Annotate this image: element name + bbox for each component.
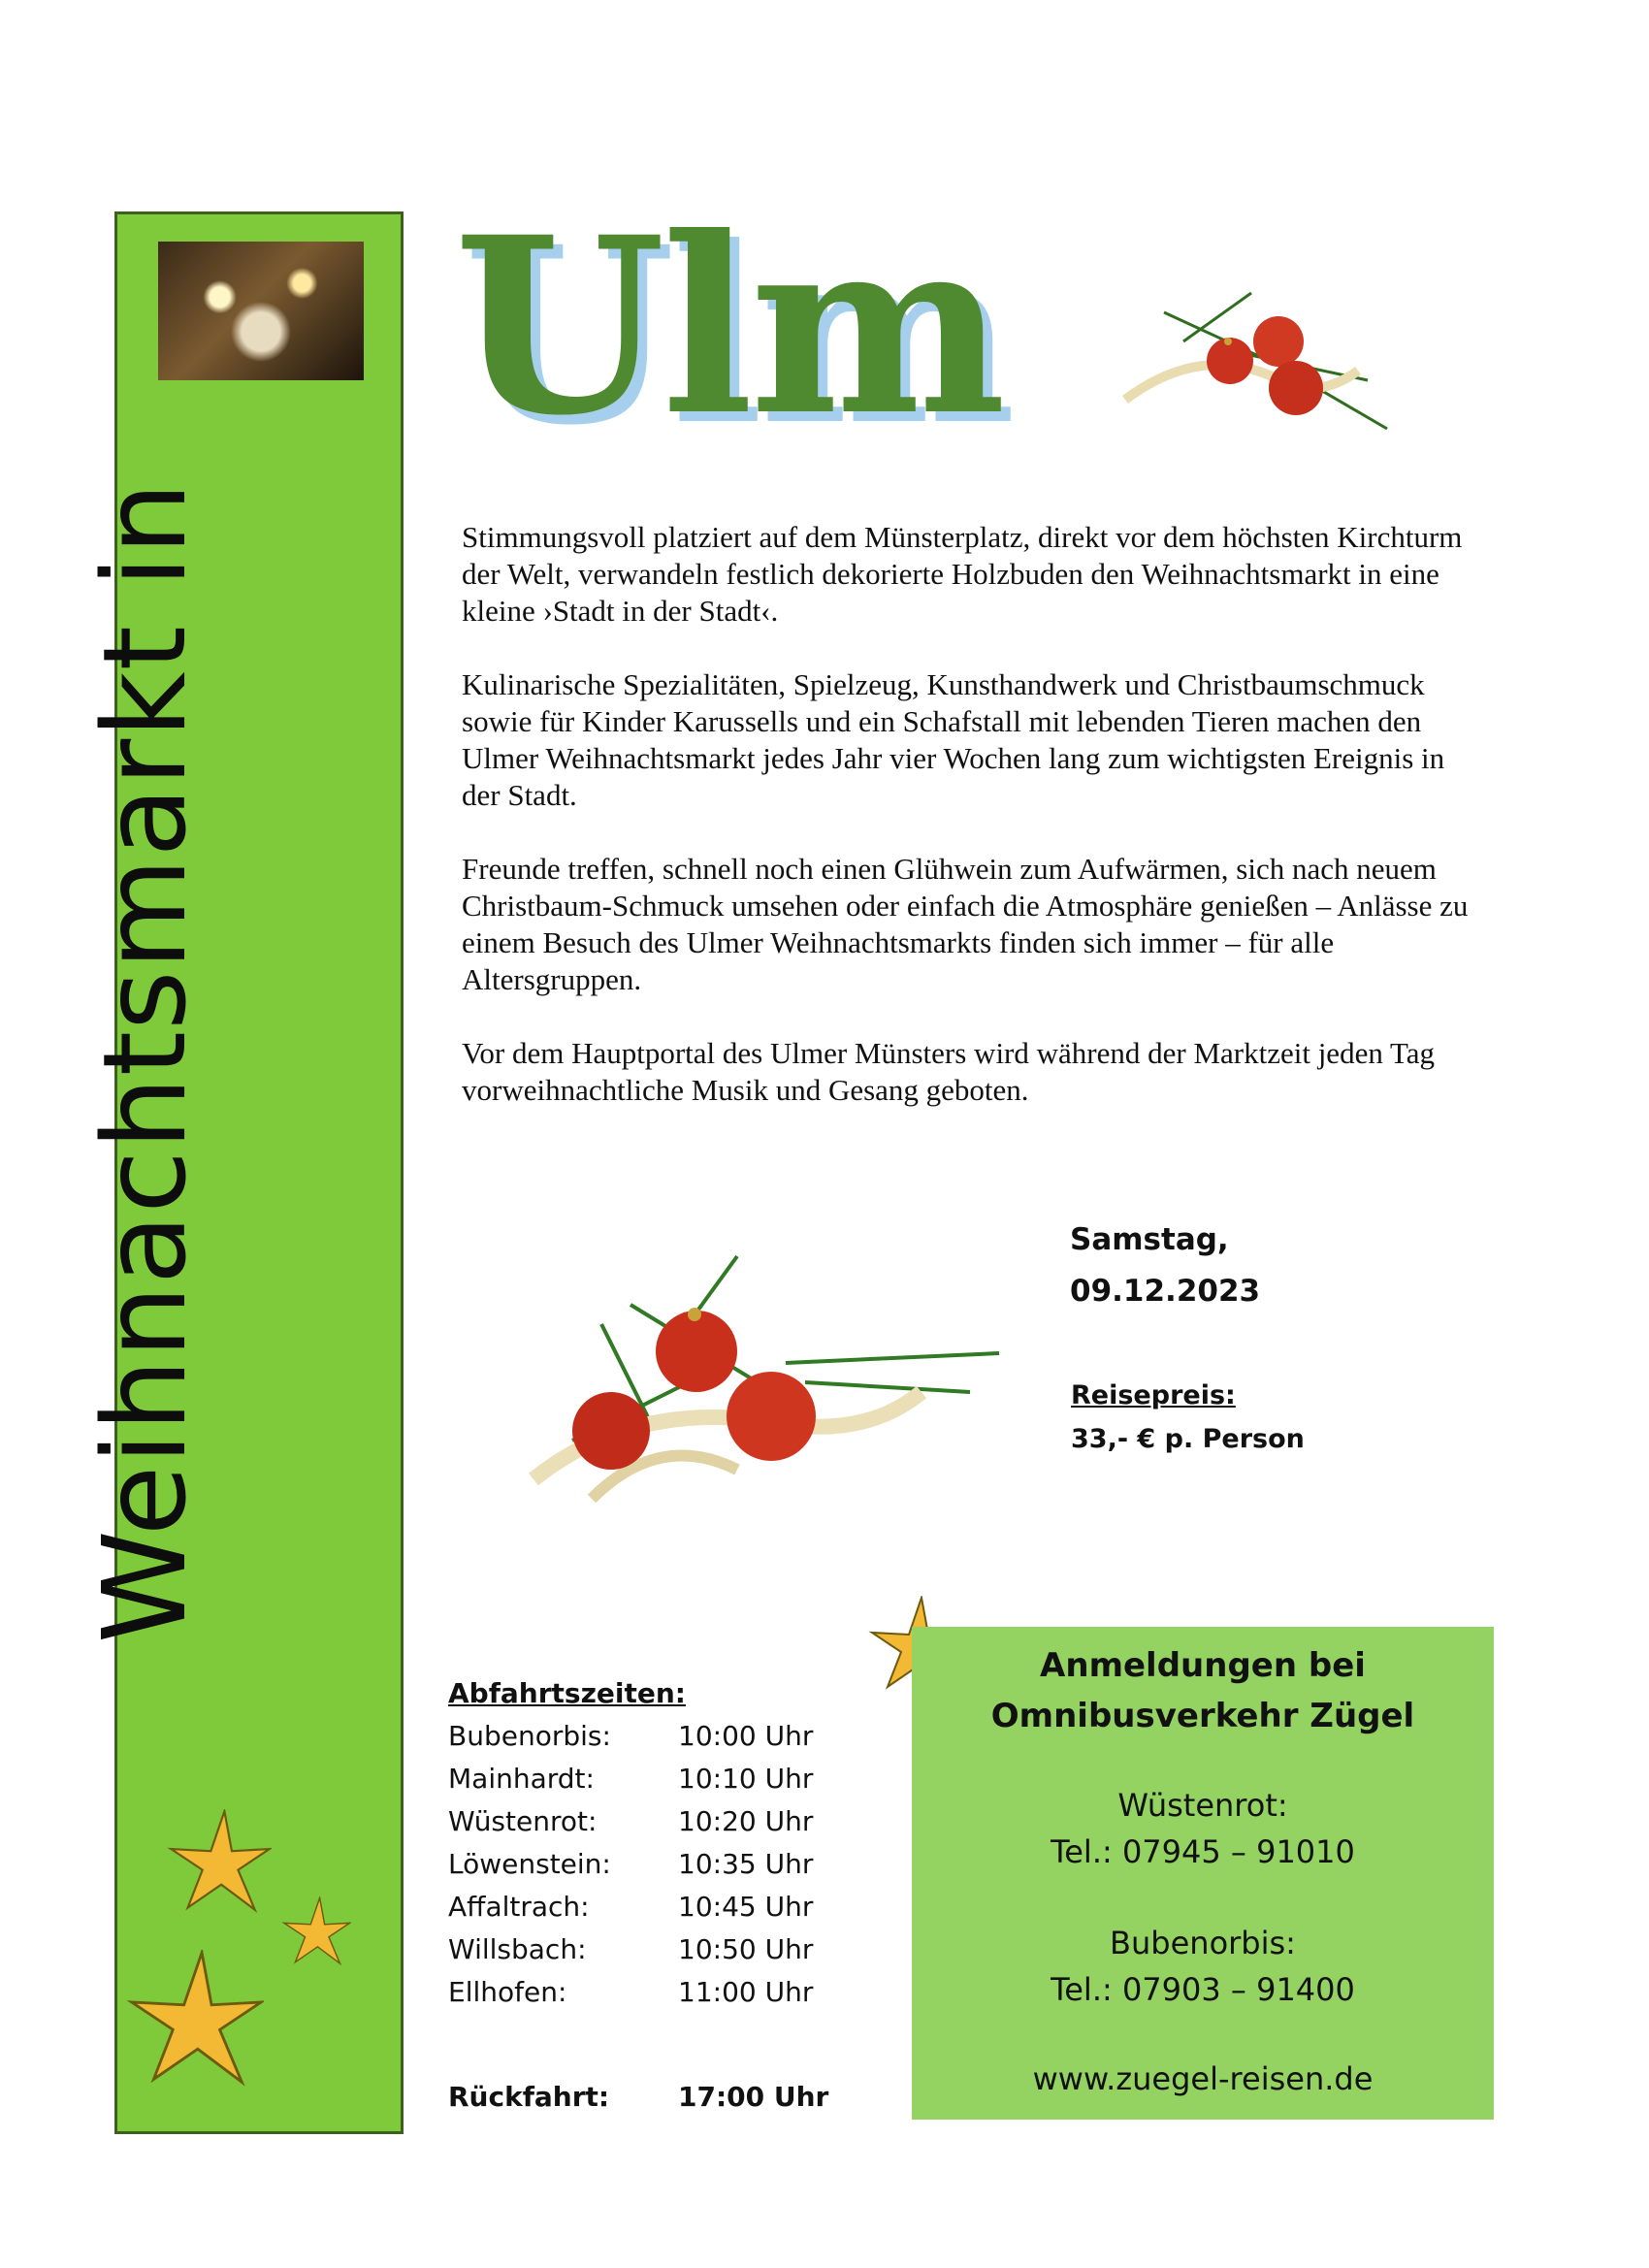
- departure-place: Wüstenrot:: [448, 1805, 598, 1837]
- description-paragraph: Kulinarische Spezialitäten, Spielzeug, Kunsthandwerk und Christbaumschmuck sowie für Kinder Karussells und ein Schafstall mit lebenden Tieren machen den Ulmer Weihnachtsmarkt jedes Jahr vier Wochen lang zum wichtigsten Ereignis in der Stadt.: [462, 667, 1445, 812]
- office-wuestenrot-name: Wüstenrot:: [1117, 1787, 1288, 1824]
- city-title: Ulm: [454, 183, 1003, 469]
- description-paragraph: Stimmungsvoll platziert auf dem Münsterplatz, direkt vor dem höchsten Kirchturm der Welt, verwandeln festlich dekorierte Holzbuden den Weihnachtsmarkt in eine kleine ›Stadt in der Stadt‹.: [462, 520, 1463, 628]
- departure-times: [448, 1672, 833, 2014]
- trip-day: Samstag,: [1070, 1222, 1229, 1257]
- departure-row: [448, 1886, 833, 1928]
- departure-row: [448, 1843, 833, 1886]
- description-paragraph: Vor dem Hauptportal des Ulmer Münsters wird während der Marktzeit jeden Tag vorweihnachtliche Musik und Gesang geboten.: [462, 1036, 1436, 1107]
- departure-time: 10:45 Uhr: [678, 1891, 814, 1923]
- departure-place: Willsbach:: [448, 1933, 587, 1965]
- description: [462, 519, 1490, 1146]
- star-icon: [281, 1896, 351, 1966]
- departure-row: [448, 1971, 833, 2014]
- booking-title-line1: Anmeldungen bei: [1040, 1646, 1366, 1685]
- departure-row: [448, 1800, 833, 1843]
- star-icon: [167, 1809, 272, 1914]
- departure-place: Löwenstein:: [448, 1848, 611, 1880]
- departure-place: Mainhardt:: [448, 1763, 595, 1795]
- departure-place: Affaltrach:: [448, 1891, 590, 1923]
- trip-date: 09.12.2023: [1070, 1274, 1261, 1309]
- departure-time: 10:50 Uhr: [678, 1933, 814, 1965]
- departures-title: Abfahrtszeiten:: [448, 1677, 686, 1709]
- booking-box: [912, 1627, 1494, 2120]
- departure-time: 10:10 Uhr: [678, 1763, 814, 1795]
- departure-row: [448, 1928, 833, 1971]
- price-value: 33,- € p. Person: [1071, 1424, 1305, 1454]
- banner-title: Weihnachtsmarkt in: [78, 481, 211, 1643]
- office-bubenorbis-phone: Tel.: 07903 – 91400: [1051, 1971, 1355, 2008]
- office-bubenorbis-name: Bubenorbis:: [1110, 1925, 1296, 1961]
- office-wuestenrot-phone: Tel.: 07945 – 91010: [1051, 1833, 1355, 1870]
- departure-time: 10:20 Uhr: [678, 1805, 814, 1837]
- return-label: Rückfahrt:: [448, 2081, 610, 2113]
- christmas-bauble-branch-icon: [514, 1247, 1018, 1518]
- departure-row: [448, 1715, 833, 1758]
- departure-place: Ellhofen:: [448, 1976, 567, 2008]
- departure-row: [448, 1758, 833, 1800]
- booking-title-line2: Omnibusverkehr Zügel: [990, 1697, 1415, 1735]
- price-label: Reisepreis:: [1071, 1380, 1236, 1410]
- departure-time: 10:35 Uhr: [678, 1848, 814, 1880]
- website-link[interactable]: www.zuegel-reisen.de: [1032, 2060, 1374, 2097]
- return-time: 17:00 Uhr: [678, 2081, 829, 2113]
- departure-time: 10:00 Uhr: [678, 1720, 814, 1752]
- return-row: [448, 2081, 833, 2113]
- mulled-wine-photo: [158, 242, 364, 380]
- description-paragraph: Freunde treffen, schnell noch einen Glühwein zum Aufwärmen, sich nach neuem Christbaum-Schmuck umsehen oder einfach die Atmosphäre genießen – Anlässe zu einem Besuch des Ulmer Weihnachtsmarkts finden sich immer – für alle Altersgruppen.: [462, 852, 1469, 996]
- star-icon: [126, 1950, 264, 2088]
- departure-place: Bubenorbis:: [448, 1720, 611, 1752]
- christmas-bauble-branch-icon: [1106, 274, 1397, 438]
- departure-time: 11:00 Uhr: [678, 1976, 814, 2008]
